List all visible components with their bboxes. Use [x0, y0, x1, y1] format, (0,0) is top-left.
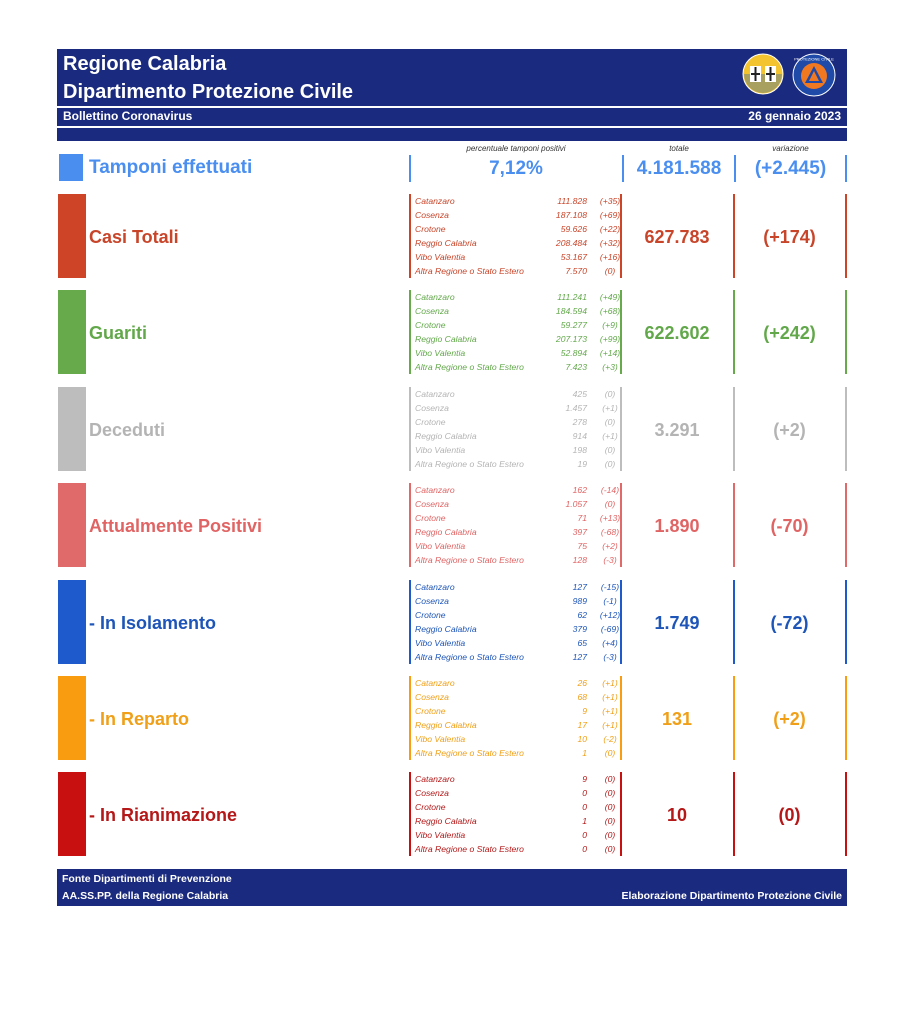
province-name: Reggio Calabria [415, 624, 477, 634]
province-name: Reggio Calabria [415, 527, 477, 537]
section-color-bar [58, 483, 86, 567]
section-divider [409, 676, 411, 760]
section-total: 1.749 [654, 613, 700, 633]
province-name: Vibo Valentia [415, 734, 466, 744]
section-color-bar [58, 580, 86, 664]
province-name: Reggio Calabria [415, 431, 477, 441]
province-name: Vibo Valentia [415, 830, 466, 840]
province-row [415, 511, 627, 525]
province-name: Cosenza [415, 596, 449, 606]
province-name: Crotone [415, 320, 446, 330]
footer-credit: Elaborazione Dipartimento Protezione Civile [621, 890, 842, 902]
province-delta: (0) [604, 459, 616, 469]
province-row [415, 360, 627, 374]
province-delta: (0) [604, 417, 616, 427]
province-name: Catanzaro [415, 678, 455, 688]
section-divider [733, 194, 735, 278]
section-total: 10 [666, 805, 688, 825]
section-variation: (-70) [770, 516, 809, 536]
province-row [415, 746, 627, 760]
province-value: 0 [582, 788, 587, 798]
province-value: 9 [582, 774, 587, 784]
province-value: 59.626 [560, 224, 587, 234]
province-delta: (0) [604, 788, 616, 798]
province-delta: (+68) [599, 306, 621, 316]
section-divider [733, 580, 735, 664]
province-row [415, 290, 627, 304]
province-value: 127 [572, 582, 587, 592]
province-row [415, 332, 627, 346]
province-value: 187.108 [555, 210, 587, 220]
province-row [415, 676, 627, 690]
province-delta: (-69) [600, 624, 620, 634]
province-row [415, 222, 627, 236]
province-row [415, 800, 627, 814]
province-delta: (-68) [600, 527, 620, 537]
section-divider [845, 772, 847, 856]
province-value: 53.167 [560, 252, 587, 262]
section-label: Deceduti [89, 420, 166, 440]
province-value: 75 [577, 541, 587, 551]
province-name: Crotone [415, 417, 446, 427]
province-delta: (+1) [602, 678, 618, 688]
province-row [415, 443, 627, 457]
section-color-bar [58, 387, 86, 471]
province-delta: (0) [604, 802, 616, 812]
province-value: 26 [577, 678, 587, 688]
province-delta: (0) [604, 266, 616, 276]
province-name: Crotone [415, 513, 446, 523]
section-divider [845, 483, 847, 567]
province-value: 62 [577, 610, 587, 620]
province-value: 1 [582, 816, 587, 826]
province-row [415, 401, 627, 415]
province-row [415, 636, 627, 650]
province-delta: (-3) [603, 555, 617, 565]
province-name: Vibo Valentia [415, 445, 466, 455]
province-value: 1.057 [565, 499, 587, 509]
province-value: 0 [582, 830, 587, 840]
header-underbar [57, 128, 847, 141]
province-value: 111.241 [557, 292, 587, 302]
section-total: 622.602 [644, 323, 710, 343]
province-delta: (-3) [603, 652, 617, 662]
province-value: 198 [572, 445, 587, 455]
province-delta: (+9) [602, 320, 618, 330]
province-name: Crotone [415, 610, 446, 620]
province-name: Cosenza [415, 306, 449, 316]
province-delta: (0) [604, 816, 616, 826]
province-delta: (+35) [599, 196, 621, 206]
section-divider [409, 387, 411, 471]
province-value: 184.594 [555, 306, 587, 316]
province-value: 10 [577, 734, 587, 744]
section-divider [845, 194, 847, 278]
province-name: Altra Regione o Stato Estero [415, 362, 524, 372]
province-value: 111.828 [557, 196, 587, 206]
section-total: 1.890 [654, 516, 700, 536]
province-name: Cosenza [415, 692, 449, 702]
section-1 [57, 290, 847, 376]
province-list [415, 580, 627, 664]
section-total: 131 [661, 709, 693, 729]
province-name: Reggio Calabria [415, 720, 477, 730]
province-name: Reggio Calabria [415, 334, 477, 344]
province-delta: (0) [604, 499, 616, 509]
province-delta: (-15) [600, 582, 620, 592]
province-delta: (+14) [599, 348, 621, 358]
positivity-rate-header: percentuale tamponi positivi [466, 144, 566, 153]
province-delta: (+16) [599, 252, 621, 262]
section-total: 3.291 [654, 420, 700, 440]
section-6 [57, 772, 847, 858]
province-value: 128 [572, 555, 587, 565]
province-value: 17 [577, 720, 587, 730]
section-color-bar [58, 194, 86, 278]
tamponi-total: 4.181.588 [636, 158, 722, 179]
section-divider [845, 676, 847, 760]
province-delta: (0) [604, 445, 616, 455]
province-row [415, 318, 627, 332]
section-color-bar [58, 290, 86, 374]
section-divider [845, 580, 847, 664]
province-row [415, 387, 627, 401]
section-variation: (+242) [763, 323, 816, 343]
province-list [415, 483, 627, 567]
province-value: 208.484 [555, 238, 587, 248]
province-name: Crotone [415, 802, 446, 812]
province-value: 207.173 [555, 334, 587, 344]
header-divider [57, 106, 847, 108]
province-value: 0 [582, 844, 587, 854]
province-value: 65 [577, 638, 587, 648]
province-row [415, 346, 627, 360]
section-5 [57, 676, 847, 762]
province-row [415, 497, 627, 511]
section-label: - In Reparto [89, 709, 190, 729]
svg-text:PROTEZIONE CIVILE: PROTEZIONE CIVILE [794, 56, 834, 62]
bulletin-date: 26 gennaio 2023 [748, 109, 841, 123]
province-row [415, 594, 627, 608]
province-name: Catanzaro [415, 774, 455, 784]
province-row [415, 814, 627, 828]
province-value: 1.457 [565, 403, 587, 413]
section-label: Attualmente Positivi [89, 516, 263, 536]
province-name: Catanzaro [415, 582, 455, 592]
province-row [415, 429, 627, 443]
province-value: 989 [572, 596, 587, 606]
province-delta: (-1) [603, 596, 617, 606]
province-name: Altra Regione o Stato Estero [415, 555, 524, 565]
province-delta: (+99) [599, 334, 621, 344]
tamponi-label: Tamponi effettuati [89, 157, 253, 178]
province-row [415, 415, 627, 429]
province-delta: (0) [604, 389, 616, 399]
province-row [415, 704, 627, 718]
tamponi-divider [845, 155, 847, 182]
province-row [415, 828, 627, 842]
region-coat-of-arms-logo [742, 53, 784, 95]
section-variation: (+174) [763, 227, 816, 247]
province-value: 68 [577, 692, 587, 702]
province-delta: (+49) [599, 292, 621, 302]
positivity-rate-value: 7,12% [489, 158, 543, 179]
province-value: 425 [572, 389, 587, 399]
section-divider [409, 290, 411, 374]
province-delta: (+22) [599, 224, 621, 234]
province-row [415, 786, 627, 800]
footer-source-line2: AA.SS.PP. della Regione Calabria [62, 890, 229, 902]
section-color-bar [58, 772, 86, 856]
province-value: 278 [572, 417, 587, 427]
province-row [415, 264, 627, 278]
province-value: 7.570 [565, 266, 587, 276]
province-delta: (-14) [600, 485, 620, 495]
province-name: Vibo Valentia [415, 348, 466, 358]
section-divider [409, 483, 411, 567]
province-delta: (0) [604, 844, 616, 854]
province-list [415, 772, 627, 856]
total-header: totale [669, 144, 689, 153]
province-row [415, 580, 627, 594]
province-list [415, 387, 627, 471]
province-row [415, 650, 627, 664]
footer-source: Fonte Dipartimenti di Prevenzione [62, 873, 232, 885]
province-name: Vibo Valentia [415, 541, 466, 551]
province-row [415, 718, 627, 732]
section-variation: (+2) [773, 420, 806, 440]
province-name: Altra Regione o Stato Estero [415, 652, 524, 662]
province-row [415, 304, 627, 318]
section-divider [733, 387, 735, 471]
province-row [415, 553, 627, 567]
province-value: 379 [572, 624, 587, 634]
civil-protection-logo [792, 53, 836, 97]
section-color-bar [58, 676, 86, 760]
section-divider [733, 483, 735, 567]
section-4 [57, 580, 847, 666]
province-row [415, 250, 627, 264]
province-name: Cosenza [415, 499, 449, 509]
province-delta: (+13) [599, 513, 621, 523]
province-name: Altra Regione o Stato Estero [415, 748, 524, 758]
province-delta: (+1) [602, 431, 618, 441]
province-row [415, 690, 627, 704]
province-name: Altra Regione o Stato Estero [415, 844, 524, 854]
section-divider [733, 676, 735, 760]
province-name: Reggio Calabria [415, 816, 477, 826]
section-divider [733, 772, 735, 856]
section-label: Guariti [89, 323, 148, 343]
province-value: 59.277 [560, 320, 587, 330]
province-row [415, 842, 627, 856]
section-total: 627.783 [644, 227, 710, 247]
province-row [415, 457, 627, 471]
province-name: Altra Regione o Stato Estero [415, 266, 524, 276]
province-delta: (0) [604, 748, 616, 758]
province-delta: (+3) [602, 362, 618, 372]
section-2 [57, 387, 847, 473]
section-0 [57, 194, 847, 280]
section-divider [733, 290, 735, 374]
province-row [415, 525, 627, 539]
province-row [415, 622, 627, 636]
province-name: Altra Regione o Stato Estero [415, 459, 524, 469]
province-delta: (+1) [602, 692, 618, 702]
province-value: 162 [572, 485, 587, 495]
tamponi-color-marker [59, 154, 83, 181]
section-divider [409, 772, 411, 856]
section-variation: (+2) [773, 709, 806, 729]
province-name: Vibo Valentia [415, 638, 466, 648]
province-row [415, 539, 627, 553]
province-value: 914 [572, 431, 587, 441]
province-name: Cosenza [415, 403, 449, 413]
tamponi-variation: (+2.445) [754, 158, 827, 179]
province-value: 9 [582, 706, 587, 716]
province-value: 0 [582, 802, 587, 812]
province-list [415, 676, 627, 760]
province-name: Catanzaro [415, 389, 455, 399]
province-name: Cosenza [415, 788, 449, 798]
province-delta: (+4) [602, 638, 618, 648]
province-value: 52.894 [560, 348, 587, 358]
section-3 [57, 483, 847, 569]
province-value: 397 [572, 527, 587, 537]
bulletin-title: Bollettino Coronavirus [63, 109, 193, 123]
section-label: Casi Totali [89, 227, 179, 247]
province-delta: (+69) [599, 210, 621, 220]
province-row [415, 194, 627, 208]
province-delta: (+1) [602, 706, 618, 716]
department-title: Dipartimento Protezione Civile [63, 81, 354, 103]
header-banner [57, 49, 847, 126]
province-value: 1 [582, 748, 587, 758]
section-variation: (0) [778, 805, 801, 825]
section-divider [409, 194, 411, 278]
province-value: 7.423 [565, 362, 587, 372]
section-label: - In Rianimazione [89, 805, 238, 825]
section-divider [845, 290, 847, 374]
variation-header: variazione [772, 144, 809, 153]
province-name: Crotone [415, 224, 446, 234]
province-row [415, 732, 627, 746]
province-delta: (0) [604, 830, 616, 840]
province-row [415, 608, 627, 622]
section-label: - In Isolamento [89, 613, 217, 633]
province-delta: (0) [604, 774, 616, 784]
province-name: Cosenza [415, 210, 449, 220]
section-divider [409, 580, 411, 664]
section-variation: (-72) [770, 613, 809, 633]
province-row [415, 483, 627, 497]
province-name: Catanzaro [415, 196, 455, 206]
section-divider [845, 387, 847, 471]
province-delta: (+32) [599, 238, 621, 248]
province-name: Crotone [415, 706, 446, 716]
province-row [415, 208, 627, 222]
province-name: Catanzaro [415, 485, 455, 495]
province-list [415, 290, 627, 374]
province-name: Catanzaro [415, 292, 455, 302]
province-delta: (-2) [603, 734, 617, 744]
province-value: 19 [577, 459, 587, 469]
province-value: 127 [572, 652, 587, 662]
province-row [415, 772, 627, 786]
province-value: 71 [577, 513, 587, 523]
province-delta: (+1) [602, 403, 618, 413]
region-title: Regione Calabria [63, 53, 227, 75]
province-list [415, 194, 627, 278]
province-row [415, 236, 627, 250]
province-delta: (+12) [599, 610, 621, 620]
province-delta: (+2) [602, 541, 618, 551]
province-name: Reggio Calabria [415, 238, 477, 248]
province-delta: (+1) [602, 720, 618, 730]
province-name: Vibo Valentia [415, 252, 466, 262]
footer-banner [57, 869, 847, 906]
